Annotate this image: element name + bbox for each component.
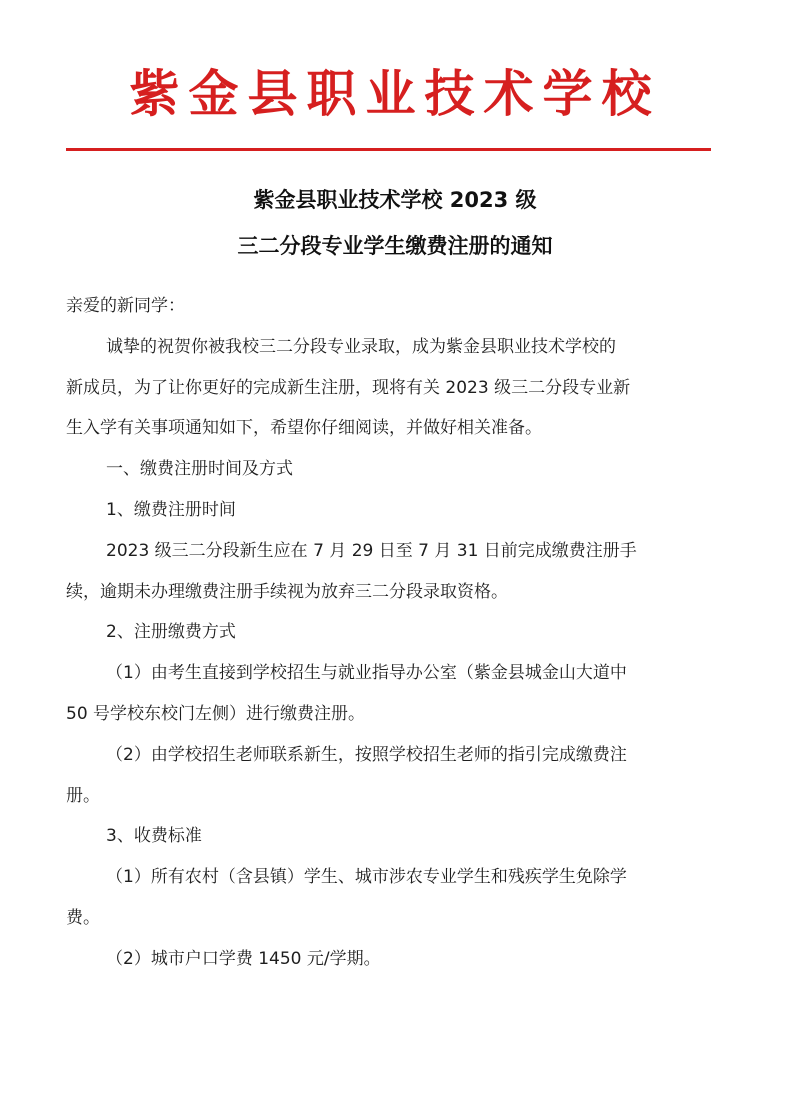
notice-body (66, 286, 716, 980)
list-item-line: （2）由学校招生老师联系新生，按照学校招生老师的指引完成缴费注 (106, 744, 627, 765)
list-item-line: 册。 (66, 785, 100, 806)
notice-title-line-1: 紫金县职业技术学校 2023 级 (253, 188, 537, 212)
letterhead-red-rule (66, 148, 711, 151)
list-item-line: （1）由考生直接到学校招生与就业指导办公室（紫金县城金山大道中 (106, 663, 627, 684)
list-item-line: （1）所有农村（含县镇）学生、城市涉农专业学生和残疾学生免除学 (106, 867, 627, 888)
subsection-heading: 3、收费标准 (106, 826, 202, 847)
list-item-line: 50 号学校东校门左侧）进行缴费注册。 (66, 703, 366, 724)
subsection-heading: 2、注册缴费方式 (106, 622, 236, 643)
list-item-line: （2）城市户口学费 1450 元/学期。 (106, 948, 381, 969)
intro-line: 新成员，为了让你更好的完成新生注册，现将有关 2023 级三二分段专业新 (66, 377, 631, 398)
salutation: 亲爱的新同学： (66, 296, 185, 316)
notice-title-line-2: 三二分段专业学生缴费注册的通知 (237, 234, 553, 258)
intro-line: 诚挚的祝贺你被我校三二分段专业录取，成为紫金县职业技术学校的 (106, 336, 616, 357)
paragraph-line: 续，逾期未办理缴费注册手续视为放弃三二分段录取资格。 (66, 581, 508, 602)
section-heading: 一、缴费注册时间及方式 (106, 459, 293, 480)
intro-line: 生入学有关事项通知如下，希望你仔细阅读，并做好相关准备。 (66, 418, 542, 439)
paragraph-line: 2023 级三二分段新生应在 7 月 29 日至 7 月 31 日前完成缴费注册手 (106, 540, 637, 561)
subsection-heading: 1、缴费注册时间 (106, 499, 236, 520)
list-item-line: 费。 (66, 907, 100, 928)
letterhead-school-name: 紫金县职业技术学校 (129, 65, 661, 123)
